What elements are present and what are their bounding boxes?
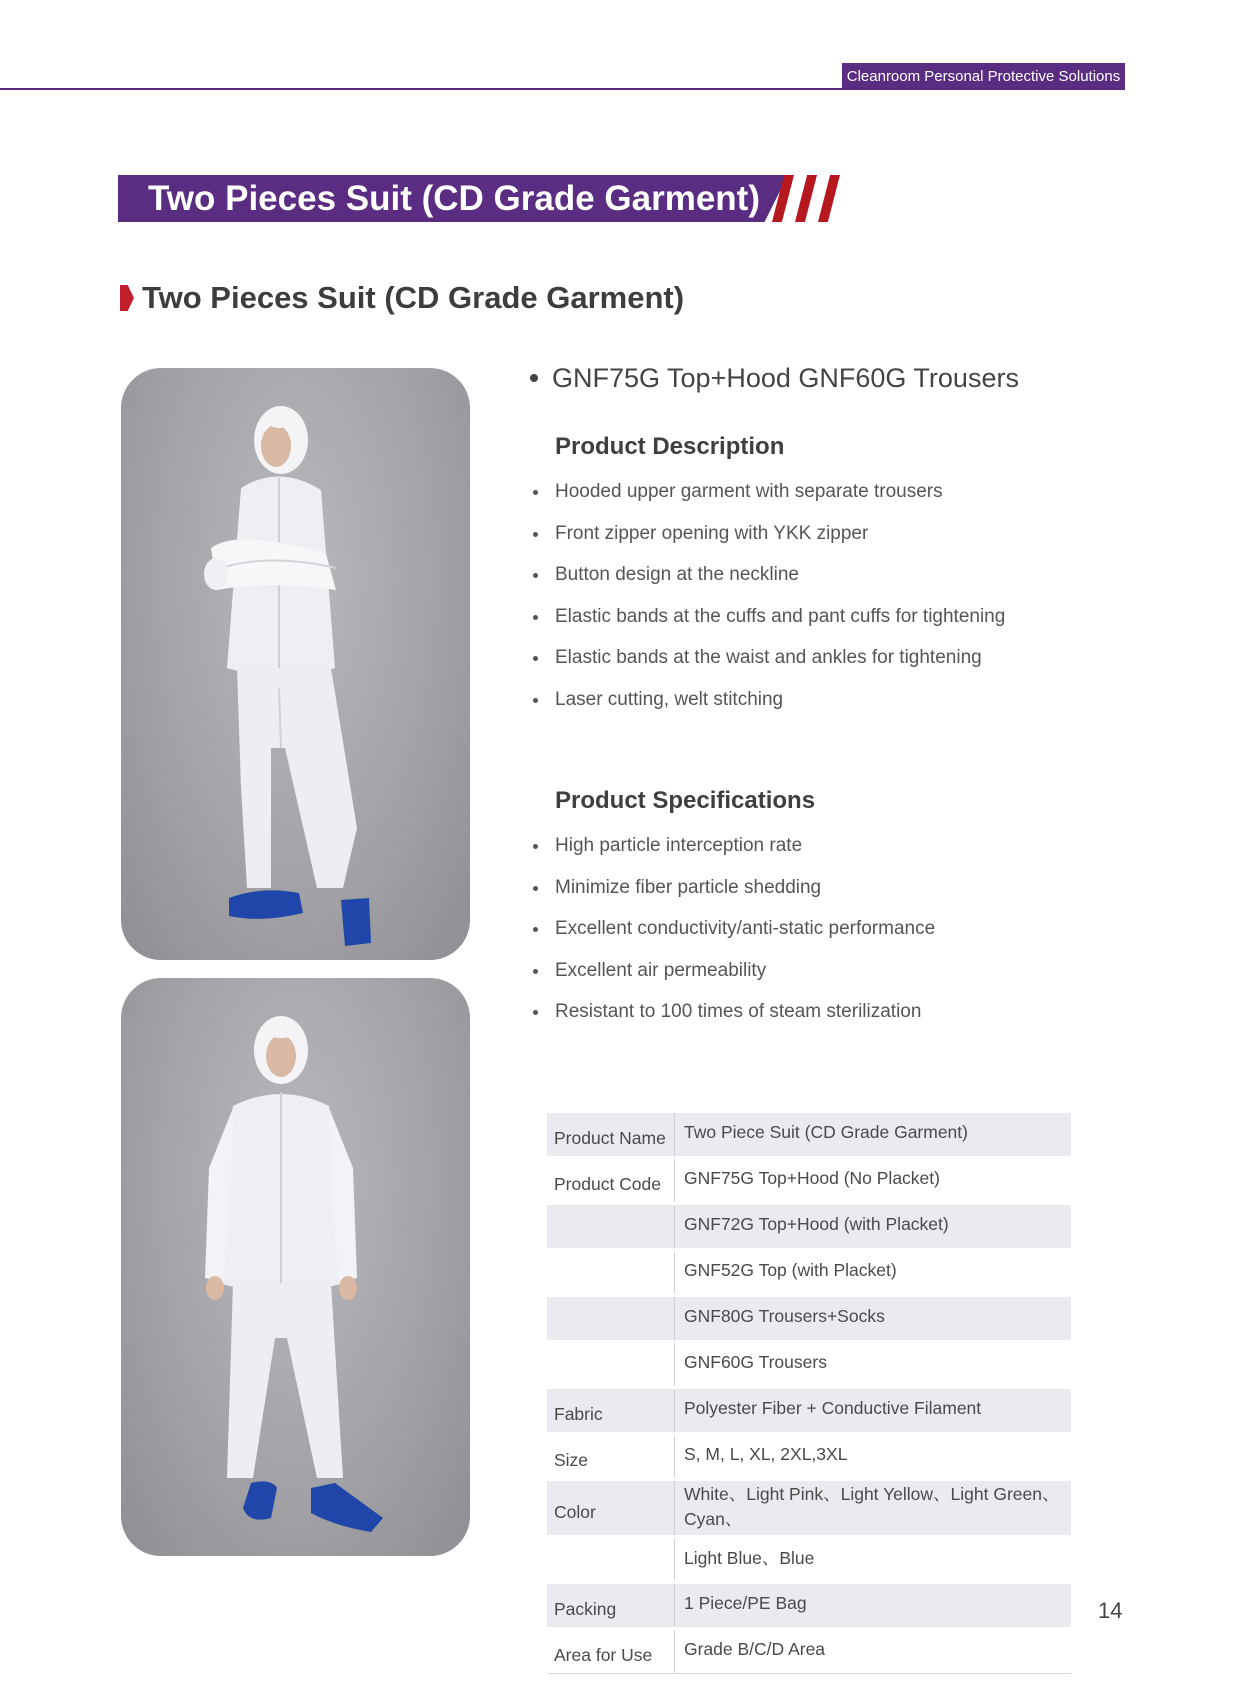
slash-decoration-2 xyxy=(795,175,817,222)
specifications-list xyxy=(533,832,935,1040)
table-row xyxy=(547,1342,1071,1388)
table-row xyxy=(547,1388,1071,1434)
model-standing-icon xyxy=(121,978,470,1556)
table-row xyxy=(547,1296,1071,1342)
table-row xyxy=(547,1204,1071,1250)
table-value: S, M, L, XL, 2XL,3XL xyxy=(684,1444,848,1464)
table-row xyxy=(547,1629,1071,1674)
list-item: Excellent conductivity/anti-static performance xyxy=(533,915,935,957)
description-title: Product Description xyxy=(555,433,785,460)
table-label: Product Code xyxy=(547,1158,675,1204)
table-row xyxy=(547,1434,1071,1480)
table-label: Fabric xyxy=(547,1388,675,1434)
section-heading-text: Two Pieces Suit (CD Grade Garment) xyxy=(142,280,685,315)
table-row xyxy=(547,1250,1071,1296)
list-item: Front zipper opening with YKK zipper xyxy=(533,520,1005,562)
list-item: High particle interception rate xyxy=(533,832,935,874)
table-label: Color xyxy=(547,1480,675,1537)
table-value: Light Blue、Blue xyxy=(684,1548,815,1568)
page-number: 14 xyxy=(1098,1598,1123,1623)
table-label xyxy=(547,1296,675,1342)
table-value: 1 Piece/PE Bag xyxy=(675,1583,1072,1629)
table-value: GNF72G Top+Hood (with Placket) xyxy=(675,1204,1072,1250)
list-item: Elastic bands at the waist and ankles for tightening xyxy=(533,644,1005,686)
table-value: Polyester Fiber + Conductive Filament xyxy=(675,1388,1072,1434)
bullet-dot-icon xyxy=(530,374,538,382)
list-item: Button design at the neckline xyxy=(533,561,1005,603)
table-value: GNF80G Trousers+Socks xyxy=(675,1296,1072,1342)
table-label xyxy=(547,1342,675,1388)
description-list xyxy=(533,478,1005,727)
table-value: White、Light Pink、Light Yellow、Light Green、Cyan、 xyxy=(675,1480,1072,1537)
table-label: Size xyxy=(547,1434,675,1480)
heading-marker-icon xyxy=(120,285,134,311)
table-label: Product Name xyxy=(547,1112,675,1158)
table-value: GNF52G Top (with Placket) xyxy=(684,1260,897,1280)
list-item: Resistant to 100 times of steam sterilization xyxy=(533,998,935,1040)
list-item: Minimize fiber particle shedding xyxy=(533,874,935,916)
table-value: Two Piece Suit (CD Grade Garment) xyxy=(675,1112,1072,1158)
table-row xyxy=(547,1583,1071,1629)
list-item: Elastic bands at the cuffs and pant cuffs for tightening xyxy=(533,603,1005,645)
table-row xyxy=(547,1112,1071,1158)
slash-decoration-3 xyxy=(818,175,840,222)
model-line-text: GNF75G Top+Hood GNF60G Trousers xyxy=(552,363,1019,393)
specifications-title: Product Specifications xyxy=(555,787,816,814)
table-label: Packing xyxy=(547,1583,675,1629)
model-arms-crossed-icon xyxy=(121,368,470,960)
product-photo-2 xyxy=(121,978,470,1556)
product-photo-1 xyxy=(121,368,470,960)
list-item: Laser cutting, welt stitching xyxy=(533,686,1005,728)
table-value: GNF75G Top+Hood (No Placket) xyxy=(684,1168,940,1188)
spec-table xyxy=(547,1110,1071,1674)
table-label xyxy=(547,1537,675,1583)
model-line xyxy=(530,363,1019,394)
table-value: Grade B/C/D Area xyxy=(684,1639,826,1659)
list-item: Hooded upper garment with separate trousers xyxy=(533,478,1005,520)
list-item: Excellent air permeability xyxy=(533,957,935,999)
table-row xyxy=(547,1480,1071,1537)
table-label: Area for Use xyxy=(547,1629,675,1674)
table-row xyxy=(547,1158,1071,1204)
table-label xyxy=(547,1250,675,1296)
table-value: GNF60G Trousers xyxy=(684,1352,827,1372)
table-label xyxy=(547,1204,675,1250)
page-title: Two Pieces Suit (CD Grade Garment) xyxy=(148,179,760,218)
header-tag: Cleanroom Personal Protective Solutions xyxy=(842,63,1125,90)
table-row xyxy=(547,1537,1071,1583)
